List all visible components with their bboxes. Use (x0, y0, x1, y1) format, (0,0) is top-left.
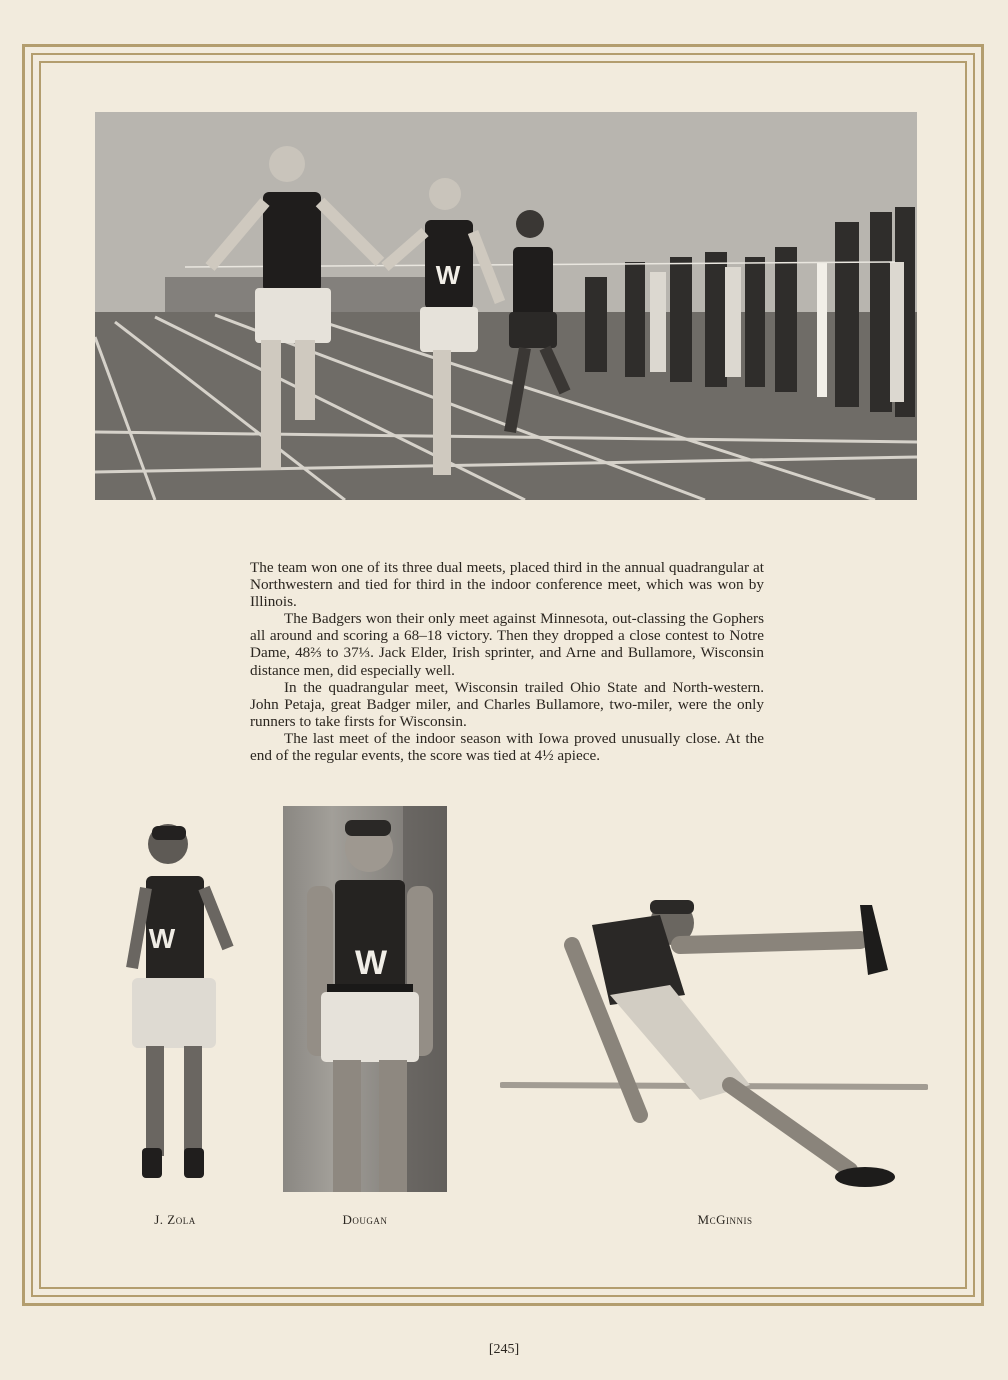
svg-text:W: W (148, 923, 176, 954)
mcginnis-highjump-illustration (500, 885, 928, 1195)
page-number: [245] (488, 1342, 520, 1357)
caption-mcginnis: McGinnis (697, 1212, 753, 1227)
svg-text:W: W (435, 260, 461, 290)
svg-text:W: W (354, 944, 388, 982)
mcginnis-photo (500, 885, 928, 1195)
dougan-athlete-illustration (283, 806, 447, 1192)
zola-photo (122, 818, 234, 1188)
paragraph-2: The Badgers won their only meet against Minnesota, out-classing the Gophers all around and scoring a 68–18 victory. Then they dropped a close contest to Notre Dame, 48⅔ to 37⅓. Jack Elder, Irish sprinter, and Arne and Bullamore, Wisconsin distance men, did especially well. (250, 610, 764, 679)
paragraph-3: In the quadrangular meet, Wisconsin trailed Ohio State and North-western. John Petaja, great Badger miler, and Charles Bullamore, two-miler, were the only runners to take firsts for Wisconsin. (250, 678, 764, 730)
zola-runner-illustration (122, 818, 234, 1188)
dougan-photo (283, 806, 447, 1192)
caption-dougan: Dougan (342, 1212, 388, 1227)
paragraph-4: The last meet of the indoor season with Iowa proved unusually close. At the end of the regular events, the score was tied at 4½ apiece. (250, 729, 764, 765)
article-text (250, 559, 764, 764)
caption-zola: J. Zola (154, 1212, 196, 1227)
track-finish-photo (95, 112, 917, 500)
track-finish-illustration (95, 112, 917, 500)
paragraph-1: The team won one of its three dual meets, placed third in the annual quadrangular at Northwestern and tied for third in the indoor conference meet, which was won by Illinois. (250, 559, 764, 611)
